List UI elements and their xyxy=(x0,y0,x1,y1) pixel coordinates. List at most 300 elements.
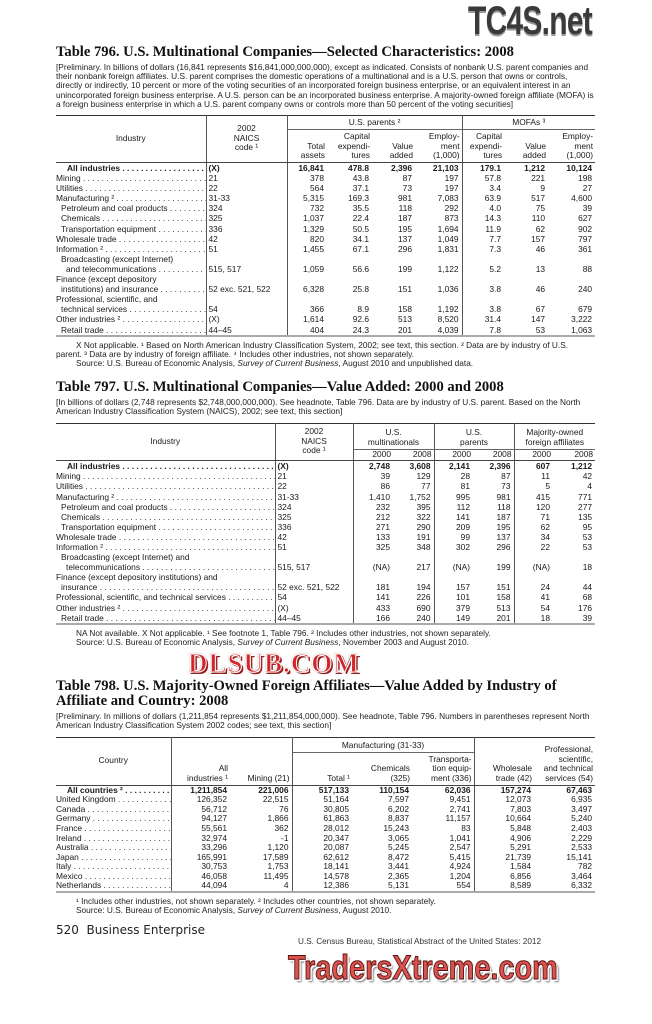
table-row xyxy=(56,492,595,502)
naics-code: 31-33 xyxy=(206,193,287,203)
value-cell: 8,837 xyxy=(388,813,409,824)
table-row xyxy=(56,163,595,174)
table-797-footnotes xyxy=(56,629,595,647)
footnote-text: NA Not available. X Not applicable. ¹ See footnote 1, Table 796. ² Includes other industries, not shown separately. xyxy=(76,627,491,638)
value-cell: 87 xyxy=(501,471,511,482)
value-cell: 22 xyxy=(514,542,553,552)
source-line xyxy=(56,638,595,647)
table-796-title: Table 796. U.S. Multinational Companies—Selected Characteristics: 2008 xyxy=(56,44,514,60)
value-cell: 379 xyxy=(434,603,473,613)
row-label-text: Information ² . . . xyxy=(56,244,206,254)
naics-code: 324 xyxy=(275,502,353,512)
value-cell: 232 xyxy=(353,502,393,512)
value-cell: 99 xyxy=(434,532,473,542)
table-798-headnote: [Preliminary. In millions of dollars (1,211,854 represents $1,211,854,000,000). See headnote, Table 796. Numbers in parentheses represent North American Industry Classification System 2002 codes; see text, this section] xyxy=(56,711,590,731)
value-cell: 118 xyxy=(497,501,511,512)
row-label-line: institutions) and insurance . . . xyxy=(56,284,206,294)
value-cell: 271 xyxy=(353,522,393,532)
header-year: 2008 xyxy=(473,449,514,461)
row-label xyxy=(56,173,206,183)
value-cell: 22.4 xyxy=(352,213,369,224)
value-cell: 348 xyxy=(416,541,431,552)
value-cell: 2,741 xyxy=(449,803,471,814)
value-cell: 22,515 xyxy=(262,794,289,805)
value-cell: 292 xyxy=(444,203,459,214)
value-cell: 7.7 xyxy=(462,234,504,244)
header-mining: Mining (21) xyxy=(230,737,292,785)
value-cell: 296 xyxy=(398,243,412,254)
value-cell: 4 xyxy=(230,881,292,892)
value-cell: 25.8 xyxy=(352,284,369,295)
value-cell: 30,805 xyxy=(292,805,352,815)
value-cell: 5,291 xyxy=(474,843,534,853)
naics-code: 52 exc. 521, 522 xyxy=(206,274,287,294)
source-suffix: , August 2010. xyxy=(338,905,392,916)
value-cell: 7,803 xyxy=(474,805,534,815)
footnote-text: X Not applicable. ¹ Based on North American Industry Classification System, 2002; see text, this section. ² Data are by industry of U.S. parent. ³ Data are by industry of foreign affiliate. ⁴ Includes other industries, not shown separately. xyxy=(56,339,569,359)
header-col: Employ- ment (1,000) xyxy=(415,130,462,163)
value-cell: 197 xyxy=(444,183,459,194)
value-cell: 690 xyxy=(416,602,431,613)
value-cell: 120 xyxy=(514,502,553,512)
value-cell: 771 xyxy=(578,491,593,502)
value-cell: 179.1 xyxy=(462,163,504,174)
row-label-text: France . . . xyxy=(56,824,171,834)
source-line xyxy=(56,359,595,368)
row-label-text: Wholesale trade . . . xyxy=(56,532,275,542)
value-cell: 54 xyxy=(514,603,553,613)
value-cell: 56.6 xyxy=(352,263,369,274)
naics-code: 336 xyxy=(275,522,353,532)
value-cell: 81 xyxy=(434,481,473,491)
table-798-section xyxy=(56,679,595,915)
value-cell: 195 xyxy=(398,223,412,234)
naics-code: 51 xyxy=(275,542,353,552)
value-cell: 133 xyxy=(353,532,393,542)
value-cell: 176 xyxy=(578,602,593,613)
naics-code: 22 xyxy=(206,183,287,193)
naics-code: (X) xyxy=(206,314,287,324)
value-cell: 41 xyxy=(514,592,553,602)
value-cell: 8.9 xyxy=(357,304,369,315)
value-cell: 1,204 xyxy=(449,870,471,881)
value-cell: 6,328 xyxy=(287,274,327,294)
value-cell: 17,589 xyxy=(262,851,289,862)
header-year: 2000 xyxy=(434,449,473,461)
row-label xyxy=(56,502,275,512)
value-cell: 7.3 xyxy=(462,244,504,254)
value-cell: 15,141 xyxy=(566,851,593,862)
value-cell: 4,039 xyxy=(415,325,462,336)
value-cell: 87 xyxy=(402,173,412,184)
row-label xyxy=(56,872,171,882)
table-row xyxy=(56,203,595,213)
table-row xyxy=(56,314,595,324)
table-row xyxy=(56,234,595,244)
row-label xyxy=(56,824,171,834)
value-cell: 20,347 xyxy=(292,834,352,844)
header-col: Capital expendi- tures xyxy=(327,130,372,163)
table-row xyxy=(56,552,595,572)
value-cell: 112 xyxy=(434,502,473,512)
table-row xyxy=(56,471,595,481)
value-cell: 20,087 xyxy=(292,843,352,853)
table-797-headnote: [In billions of dollars (2,748 represents $2,748,000,000,000). See headnote, Table 796. Data are by industry of U.S. parent. Based on the North American Industry Classification System (NAICS), 2002; see text, this section] xyxy=(56,397,581,417)
value-cell: 92.6 xyxy=(352,314,369,325)
row-label xyxy=(56,224,206,234)
value-cell: 135 xyxy=(578,511,593,522)
table-row xyxy=(56,572,595,592)
value-cell: 10,664 xyxy=(474,814,534,824)
row-label-text: Professional, scientific, and technical services . . . xyxy=(56,592,275,602)
value-cell: 62,036 xyxy=(444,784,471,795)
value-cell: 415 xyxy=(514,492,553,502)
value-cell: 83 xyxy=(461,822,471,833)
value-cell: 151 xyxy=(496,582,511,593)
watermark-band xyxy=(56,647,595,679)
row-label-text: Utilities . . . xyxy=(56,183,206,193)
value-cell: 34.1 xyxy=(352,233,369,244)
value-cell: 191 xyxy=(416,531,431,542)
table-row xyxy=(56,481,595,491)
row-label xyxy=(56,613,275,624)
value-cell: 32,974 xyxy=(171,834,230,844)
value-cell: 33,296 xyxy=(171,843,230,853)
row-label-text: Germany . . . xyxy=(56,814,171,824)
value-cell: 137 xyxy=(496,531,511,542)
value-cell: 5,131 xyxy=(352,881,412,892)
table-row xyxy=(56,881,595,892)
row-label xyxy=(56,522,275,532)
header-naics: 2002 NAICS code ¹ xyxy=(206,116,287,163)
value-cell: 42 xyxy=(582,471,593,482)
source-suffix: , November 2003 and August 2010. xyxy=(338,636,469,647)
row-label-text: Chemicals . . . xyxy=(56,512,275,522)
header-group-mofas: MOFAs ³ xyxy=(462,116,595,130)
value-cell: 28,012 xyxy=(292,824,352,834)
value-cell: 4,906 xyxy=(474,834,534,844)
value-cell: 5,848 xyxy=(474,824,534,834)
naics-code: 52 exc. 521, 522 xyxy=(275,572,353,592)
value-cell: 362 xyxy=(274,822,289,833)
value-cell: 981 xyxy=(398,193,412,204)
table-row xyxy=(56,274,595,294)
row-label-line: Finance (except depository xyxy=(56,274,157,285)
value-cell: 181 xyxy=(353,572,393,592)
header-year: 2000 xyxy=(514,449,553,461)
value-cell: 6,856 xyxy=(474,872,534,882)
value-cell: 1,752 xyxy=(409,491,431,502)
value-cell: 77 xyxy=(421,481,431,492)
value-cell: 62,612 xyxy=(292,853,352,863)
value-cell: 240 xyxy=(393,613,434,624)
naics-code: 515, 517 xyxy=(206,254,287,274)
value-cell: 197 xyxy=(444,173,459,184)
value-cell: 24 xyxy=(514,572,553,592)
naics-code: 515, 517 xyxy=(275,552,353,572)
value-cell: 57.8 xyxy=(462,173,504,183)
row-label-text: Chemicals . . . xyxy=(56,213,206,223)
value-cell: 6,332 xyxy=(534,881,595,892)
value-cell: 118 xyxy=(398,203,412,214)
table-row xyxy=(56,213,595,223)
value-cell: 28 xyxy=(434,471,473,481)
header-country: Country xyxy=(56,737,171,785)
value-cell: 53 xyxy=(582,541,593,552)
value-cell: 9,451 xyxy=(449,794,471,805)
source-prefix: Source: U.S. Bureau of Economic Analysis, xyxy=(76,636,238,647)
naics-code: 51 xyxy=(206,244,287,254)
value-cell: 4 xyxy=(587,481,593,492)
value-cell: 11.9 xyxy=(462,224,504,234)
row-label-text: Canada . . . xyxy=(56,805,171,815)
value-cell: 5.2 xyxy=(462,254,504,274)
table-row xyxy=(56,512,595,522)
naics-code: 42 xyxy=(275,532,353,542)
naics-code: (X) xyxy=(275,603,353,613)
value-cell: 110,154 xyxy=(379,784,409,795)
row-label xyxy=(56,814,171,824)
row-label xyxy=(56,512,275,522)
header-mfg-total: Total ¹ xyxy=(292,752,352,785)
value-cell: 73 xyxy=(501,481,511,492)
row-label-line: insurance . . . xyxy=(56,582,275,592)
value-cell: 2,229 xyxy=(571,832,593,843)
row-label xyxy=(56,785,171,795)
naics-code: 44–45 xyxy=(206,325,287,336)
value-cell: 995 xyxy=(434,492,473,502)
value-cell: 322 xyxy=(416,511,431,522)
table-row xyxy=(56,254,595,274)
row-label-text: Mining . . . xyxy=(56,173,206,183)
value-cell: 67.1 xyxy=(352,243,369,254)
value-cell: 1,192 xyxy=(437,304,459,315)
row-label xyxy=(56,244,206,254)
value-cell: 3.4 xyxy=(462,183,504,193)
row-label-text: Transportation equipment . . . xyxy=(56,224,206,234)
value-cell: 221,006 xyxy=(258,784,289,795)
header-group-manufacturing: Manufacturing (31-33) xyxy=(292,737,474,752)
naics-code: 21 xyxy=(275,471,353,481)
value-cell: 366 xyxy=(287,294,327,314)
value-cell: 94,127 xyxy=(171,814,230,824)
value-cell: 21,739 xyxy=(474,853,534,863)
row-label-text: Manufacturing ² . . . xyxy=(56,193,206,203)
value-cell: 201 xyxy=(473,613,514,624)
table-797-body xyxy=(56,461,595,624)
row-label-text: Japan . . . xyxy=(56,853,171,863)
value-cell: 16,841 xyxy=(287,163,327,174)
value-cell: 199 xyxy=(398,263,412,274)
value-cell: 2,141 xyxy=(434,461,473,472)
row-label-text: Mexico . . . xyxy=(56,872,171,882)
value-cell: 1,753 xyxy=(267,861,289,872)
value-cell: 478.8 xyxy=(348,163,369,174)
value-cell: 2,396 xyxy=(489,461,511,472)
row-label xyxy=(56,481,275,491)
value-cell: 1,866 xyxy=(267,813,289,824)
source-line xyxy=(56,906,595,915)
value-cell: 15,243 xyxy=(383,822,409,833)
header-year: 2000 xyxy=(353,449,393,461)
value-cell: 209 xyxy=(434,522,473,532)
value-cell: 2,365 xyxy=(388,870,409,881)
header-naics: 2002 NAICS code ¹ xyxy=(275,423,353,461)
row-label xyxy=(56,542,275,552)
value-cell: 2,403 xyxy=(571,822,593,833)
row-label xyxy=(56,213,206,223)
value-cell: 51,164 xyxy=(292,795,352,805)
value-cell: 5 xyxy=(514,481,553,491)
value-cell: 607 xyxy=(514,461,553,472)
value-cell: 18 xyxy=(582,562,593,573)
value-cell: 11,157 xyxy=(445,813,471,824)
value-cell: 147 xyxy=(531,314,546,325)
table-798-footnotes xyxy=(56,897,595,915)
value-cell: 44 xyxy=(582,582,593,593)
value-cell: 217 xyxy=(416,562,431,573)
naics-code: 325 xyxy=(206,213,287,223)
row-label-text: Italy . . . xyxy=(56,862,171,872)
value-cell: 3,441 xyxy=(388,861,409,872)
value-cell: 517,133 xyxy=(292,785,352,795)
naics-code: 21 xyxy=(206,173,287,183)
naics-code: (X) xyxy=(275,461,353,472)
value-cell: 39 xyxy=(582,203,593,214)
value-cell: 12,386 xyxy=(292,881,352,892)
value-cell: 68 xyxy=(582,592,593,603)
value-cell: 39 xyxy=(553,613,595,624)
value-cell: 3,608 xyxy=(409,461,431,472)
value-cell: 981 xyxy=(496,491,511,502)
value-cell: 1,410 xyxy=(353,492,393,502)
row-label xyxy=(56,234,206,244)
header-industry: Industry xyxy=(56,116,206,163)
footnote-text: ¹ Includes other industries, not shown separately. ² Includes other countries, not shown separately. xyxy=(76,896,436,907)
value-cell: 8,520 xyxy=(437,314,459,325)
value-cell: 8,472 xyxy=(388,851,409,862)
row-label xyxy=(56,183,206,193)
watermark-logo-middle: DLSUB.COM xyxy=(188,648,360,679)
source-suffix: , August 2010 and unpublished data. xyxy=(338,358,474,369)
document-page xyxy=(56,45,595,993)
table-796-grid xyxy=(56,115,595,337)
header-col: Capital expendi- tures xyxy=(462,130,504,163)
header-group-us-parents: U.S. parents ² xyxy=(287,116,462,130)
value-cell: 46 xyxy=(535,243,546,254)
value-cell: 554 xyxy=(412,881,474,892)
row-label-text: Manufacturing ² . . . xyxy=(56,492,275,502)
table-row xyxy=(56,294,595,314)
value-cell: 3,464 xyxy=(571,870,593,881)
value-cell: 141 xyxy=(434,512,473,522)
publication-credit: U.S. Census Bureau, Statistical Abstract of the United States: 2012 xyxy=(298,937,542,947)
source-publication: Survey of Current Business xyxy=(237,636,339,647)
value-cell: 221 xyxy=(531,173,546,184)
value-cell: 7,083 xyxy=(437,193,459,204)
value-cell: 13 xyxy=(535,263,546,274)
value-cell: 187 xyxy=(496,511,511,522)
value-cell: 679 xyxy=(578,304,593,315)
value-cell: 14,578 xyxy=(292,872,352,882)
source-prefix: Source: U.S. Bureau of Economic Analysis, xyxy=(76,905,238,916)
row-label xyxy=(56,834,171,844)
table-796-body xyxy=(56,163,595,336)
table-row xyxy=(56,193,595,203)
table-row xyxy=(56,244,595,254)
header-col: Employ- ment (1,000) xyxy=(548,130,595,163)
value-cell: 71 xyxy=(514,512,553,522)
value-cell: 3,222 xyxy=(571,314,593,325)
row-label xyxy=(56,254,206,274)
value-cell: 137 xyxy=(398,233,412,244)
value-cell: 4.0 xyxy=(462,203,504,213)
value-cell: 277 xyxy=(578,501,593,512)
value-cell: 302 xyxy=(434,542,473,552)
value-cell: 67 xyxy=(535,304,546,315)
value-cell: 199 xyxy=(496,562,511,573)
value-cell: 6,202 xyxy=(388,803,409,814)
naics-code: 22 xyxy=(275,481,353,491)
header-chemicals: Chemicals (325) xyxy=(352,752,412,785)
value-cell: 62 xyxy=(535,223,546,234)
table-row xyxy=(56,224,595,234)
value-cell: 195 xyxy=(496,521,511,532)
table-row xyxy=(56,522,595,532)
table-796-footnotes xyxy=(56,341,595,369)
row-label-text: Information ² . . . xyxy=(56,542,275,552)
value-cell: 10,124 xyxy=(566,163,593,174)
value-cell: 62 xyxy=(514,522,553,532)
source-publication: Survey of Current Business xyxy=(237,905,339,916)
value-cell: 35.5 xyxy=(352,203,369,214)
value-cell: 296 xyxy=(496,541,511,552)
table-796-section xyxy=(56,45,595,368)
page-footer xyxy=(56,923,595,993)
value-cell: 149 xyxy=(434,613,473,624)
value-cell: 212 xyxy=(353,512,393,522)
row-label-text: Australia . . . xyxy=(56,843,171,853)
value-cell: 53 xyxy=(504,325,548,336)
row-label xyxy=(56,592,275,602)
header-col: Value added xyxy=(372,130,415,163)
value-cell: 1,037 xyxy=(287,213,327,223)
row-label-text: Mining . . . xyxy=(56,471,275,481)
value-cell: 67,463 xyxy=(566,784,593,795)
value-cell: 21,103 xyxy=(432,163,459,174)
row-label-line: Broadcasting (except Internet) xyxy=(61,253,174,264)
value-cell: 110 xyxy=(531,213,546,224)
value-cell: 4,600 xyxy=(571,193,593,204)
value-cell: 2,547 xyxy=(449,842,471,853)
value-cell: 46,058 xyxy=(171,872,230,882)
value-cell: 56,712 xyxy=(171,805,230,815)
value-cell: 404 xyxy=(287,325,327,336)
watermark-logo-bottom: TradersXtreme.com xyxy=(288,949,558,988)
value-cell: 157,274 xyxy=(474,785,534,795)
value-cell: 201 xyxy=(372,325,415,336)
header-group-mofas: Majority-owned foreign affiliates xyxy=(514,423,595,449)
table-798-body xyxy=(56,785,595,892)
header-transport: Transporta- tion equip- ment (336) xyxy=(412,752,474,785)
table-row xyxy=(56,173,595,183)
value-cell: 5,415 xyxy=(449,851,471,862)
naics-code: 336 xyxy=(206,224,287,234)
header-year: 2008 xyxy=(393,449,434,461)
value-cell: 53 xyxy=(582,531,593,542)
value-cell: 27 xyxy=(582,183,593,194)
value-cell: 24.3 xyxy=(327,325,372,336)
